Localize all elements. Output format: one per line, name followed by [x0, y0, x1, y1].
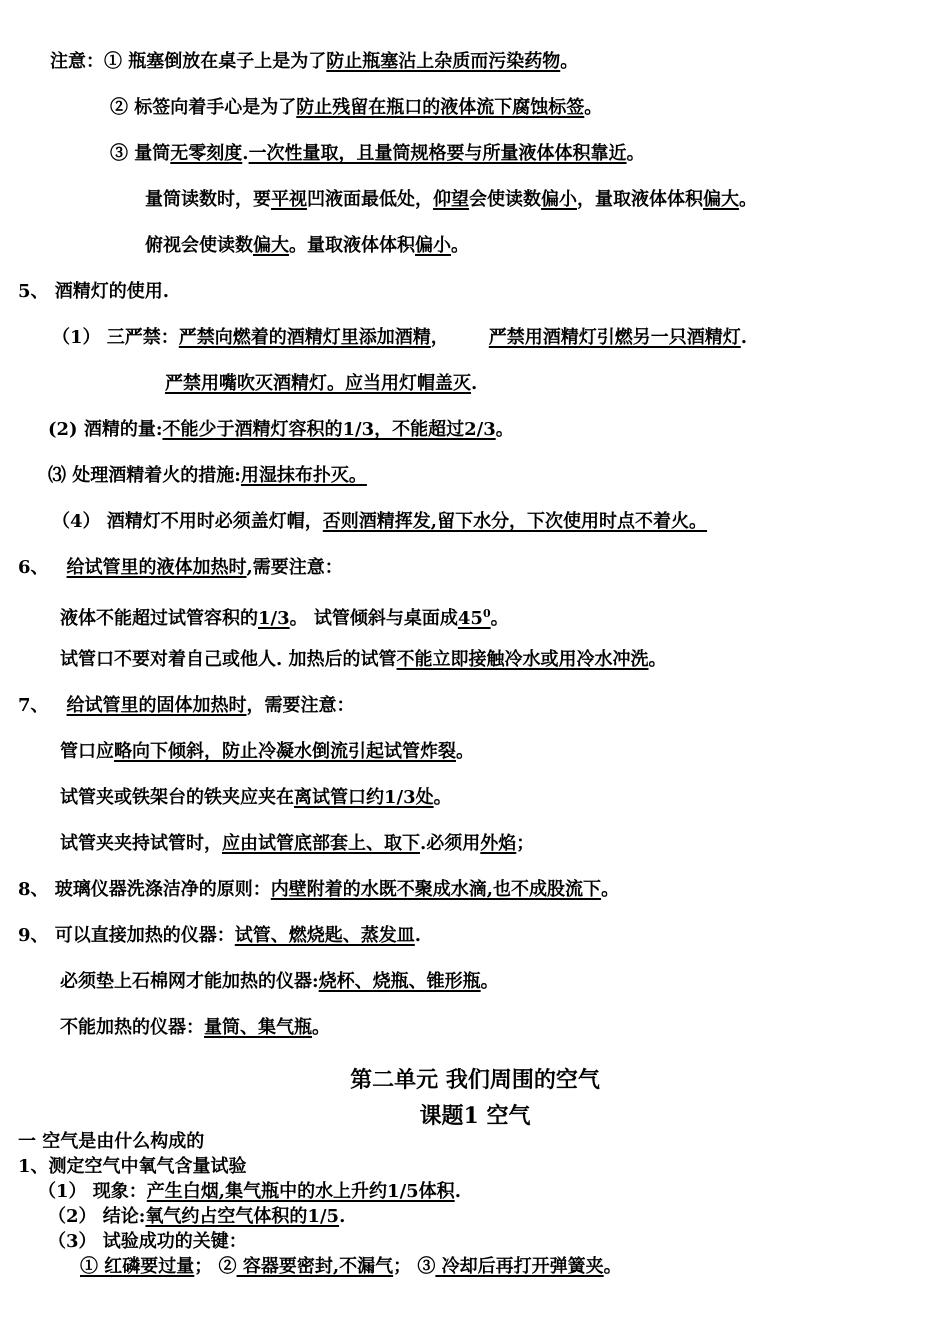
s5-line-1: [52, 326, 747, 350]
text: 不能加热的仪器：: [60, 1017, 204, 1038]
text: ； ②: [194, 1256, 237, 1277]
answer: 外焰: [480, 833, 517, 854]
text: 。: [456, 741, 474, 762]
answer: 不能少于酒精灯容积的1/3，不能超过2/3: [162, 419, 496, 440]
answer: 烧杯、烧瓶、锥形瓶: [318, 971, 481, 992]
text: 。: [603, 1256, 622, 1277]
text: ；: [516, 833, 535, 854]
answer: 偏小: [415, 235, 451, 256]
note-line-1: [50, 50, 578, 74]
s5-line-5: [52, 510, 707, 534]
text: （1） 现象：: [38, 1181, 147, 1202]
text: 。: [648, 649, 667, 670]
text: .必须用: [420, 833, 481, 854]
text: 凹液面最低处，: [307, 189, 433, 210]
s5-line-4: [48, 464, 367, 488]
answer: 略向下倾斜，防止冷凝水倒流引起试管炸裂: [114, 741, 456, 762]
unit-title: 第二单元 我们周围的空气: [350, 1067, 600, 1093]
s7-line-3: [60, 832, 534, 856]
s6-line-1: [60, 602, 509, 631]
reading-line-2: [145, 234, 469, 258]
text: 。: [490, 608, 509, 629]
text: ； ③: [393, 1256, 436, 1277]
section-9-line-2: [60, 970, 499, 994]
answer: 1/3: [258, 608, 290, 629]
text: 量筒读数时，要: [145, 189, 271, 210]
u1-line-5: （3） 试验成功的关键：: [48, 1231, 247, 1252]
text: （4） 酒精灯不用时必须盖灯帽，: [52, 511, 323, 532]
answer: 偏小: [541, 189, 577, 210]
answer: [458, 608, 491, 629]
text: (2) 酒精的量:: [48, 419, 163, 440]
text: 必须垫上石棉网才能加热的仪器:: [60, 971, 319, 992]
section-5-heading: 5、 酒精灯的使用.: [18, 281, 170, 302]
note-line-2: [110, 96, 602, 120]
text: 试管夹夹持试管时，: [60, 833, 222, 854]
answer: 产生白烟,集气瓶中的水上升约1/5体积: [146, 1181, 455, 1202]
answer: 试管、燃烧匙、蒸发皿: [234, 925, 415, 946]
superscript: 0: [482, 607, 491, 620]
text: 。 试管倾斜与桌面成: [289, 608, 458, 629]
text: 。: [480, 971, 499, 992]
u1-line-4: [48, 1205, 345, 1229]
text: 。: [312, 1017, 330, 1038]
text: .: [471, 373, 478, 394]
answer: 无零刻度: [170, 143, 243, 164]
answer: 氧气约占空气体积的1/5: [145, 1206, 340, 1227]
answer: 平视: [271, 189, 307, 210]
text: 管口应: [60, 741, 114, 762]
u1-line-3: [38, 1180, 461, 1204]
answer: 仰望: [433, 189, 469, 210]
text: 6、: [18, 557, 49, 578]
text: 试管口不要对着自己或他人. 加热后的试管: [60, 649, 397, 670]
text: .: [454, 1181, 461, 1202]
section-6-heading: [18, 556, 343, 580]
u1-line-6: [80, 1255, 622, 1279]
text: 。: [739, 189, 757, 210]
text: 。量取液体体积: [289, 235, 415, 256]
text: 。: [433, 787, 452, 808]
text: （1） 三严禁：: [52, 327, 179, 348]
answer: 一次性量取，且量筒规格要与所量液体体积靠近: [248, 143, 627, 164]
answer: 应由试管底部套上、取下: [222, 833, 420, 854]
answer: 严禁用嘴吹灭酒精灯。应当用灯帽盖灭: [165, 373, 471, 394]
answer: 内壁附着的水既不聚成水滴,也不成股流下: [270, 879, 602, 900]
text: 8、 玻璃仪器洗涤洁净的原则：: [18, 879, 271, 900]
u1-line-2: 1、测定空气中氧气含量试验: [18, 1156, 247, 1177]
text: 。: [584, 97, 603, 118]
text: ③ 量筒: [110, 143, 171, 164]
answer: 防止残留在瓶口的液体流下腐蚀标签: [296, 97, 585, 118]
s5-line-2: [165, 372, 477, 396]
text: 。: [451, 235, 469, 256]
section-9-line-1: [18, 924, 421, 948]
s5-line-3: [48, 418, 514, 442]
answer: 用湿抹布扑灭。: [240, 465, 367, 486]
s6-line-2: [60, 648, 667, 672]
text: 。: [560, 51, 579, 72]
note-line-3: [110, 142, 645, 166]
u1-line-1: 一 空气是由什么构成的: [18, 1131, 205, 1152]
answer: 偏大: [253, 235, 289, 256]
text: 俯视会使读数: [145, 235, 253, 256]
text: 试管夹或铁架台的铁夹应夹在: [60, 787, 294, 808]
answer: [80, 1256, 194, 1277]
text: 9、 可以直接加热的仪器：: [18, 925, 235, 946]
text: 45: [457, 608, 483, 629]
text: 。: [495, 419, 514, 440]
answer: 给试管里的固体加热时: [66, 695, 247, 716]
answer: 不能立即接触冷水或用冷水冲洗: [396, 649, 649, 670]
answer: 冷却后再打开弹簧夹: [435, 1256, 604, 1277]
text: 液体不能超过试管容积的: [60, 608, 258, 629]
text: （2） 结论:: [48, 1206, 146, 1227]
text: ,需要注意：: [246, 557, 343, 578]
section-9-line-3: [60, 1016, 330, 1040]
answer: 给试管里的液体加热时: [66, 557, 247, 578]
text: ，: [430, 327, 449, 348]
text: .: [339, 1206, 346, 1227]
text: 。: [626, 143, 645, 164]
text: .: [242, 143, 249, 164]
text: 7、: [18, 695, 49, 716]
answer: 严禁用酒精灯引燃另一只酒精灯: [488, 327, 741, 348]
text: ①: [80, 1256, 98, 1277]
text: 红磷要过量: [98, 1256, 195, 1277]
reading-line-1: [145, 188, 757, 212]
text: .: [740, 327, 748, 348]
text: ⑶ 处理酒精着火的措施:: [48, 465, 241, 486]
text: 注意：① 瓶塞倒放在桌子上是为了: [50, 51, 327, 72]
s7-line-1: [60, 740, 474, 764]
section-7-heading: [18, 694, 355, 718]
answer: 严禁向燃着的酒精灯里添加酒精: [178, 327, 431, 348]
answer: 防止瓶塞沾上杂质而污染药物: [326, 51, 561, 72]
text: ，需要注意：: [246, 695, 355, 716]
answer: 偏大: [703, 189, 739, 210]
lesson-title: 课题1 空气: [419, 1103, 531, 1129]
text: 。: [601, 879, 620, 900]
s7-line-2: [60, 786, 452, 810]
text: ② 标签向着手心是为了: [110, 97, 297, 118]
answer: 否则酒精挥发,留下水分，下次使用时点不着火。: [322, 511, 708, 532]
section-8: [18, 878, 619, 902]
text: 会使读数: [469, 189, 541, 210]
text: ，量取液体体积: [577, 189, 703, 210]
answer: 量筒、集气瓶: [204, 1017, 312, 1038]
answer: 容器要密封,不漏气: [236, 1256, 394, 1277]
answer: 离试管口约1/3处: [294, 787, 434, 808]
text: .: [414, 925, 422, 946]
